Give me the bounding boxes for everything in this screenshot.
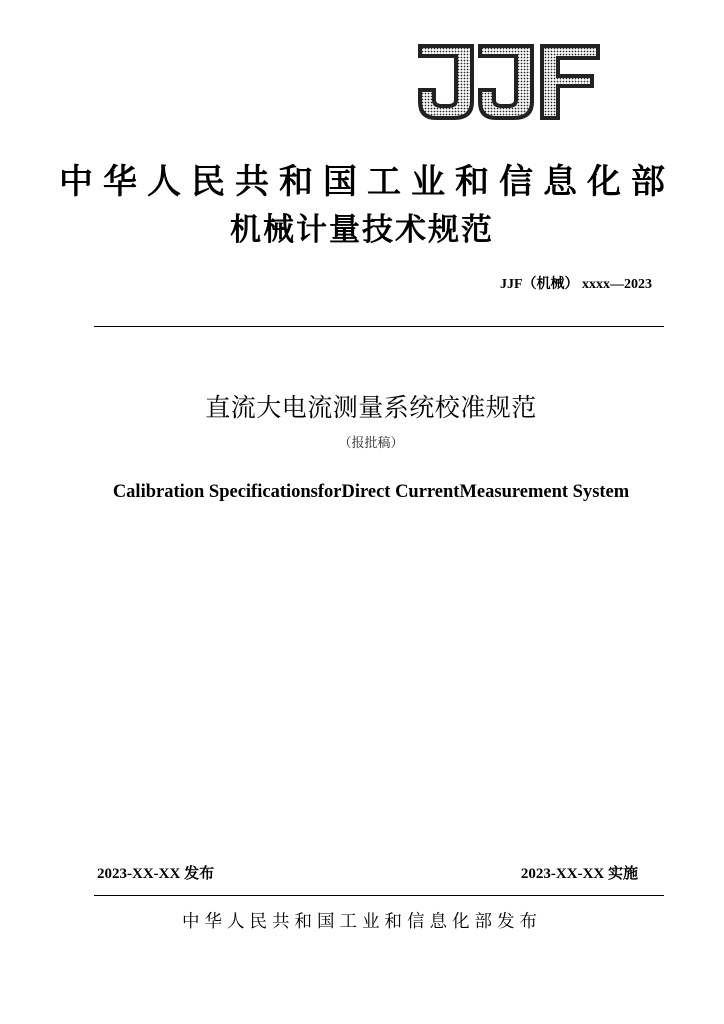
document-title-chinese: 直流大电流测量系统校准规范 bbox=[205, 393, 537, 422]
draft-status: （报批稿） bbox=[338, 436, 404, 451]
series-name: 机械计量技术规范 bbox=[230, 212, 494, 248]
implement-date: 2023-XX-XX 实施 bbox=[520, 866, 638, 882]
document-code: JJF（机械） xxxx—2023 bbox=[499, 277, 652, 292]
publish-date: 2023-XX-XX 发布 bbox=[97, 866, 215, 882]
ministry-name: 中华人民共和国工业和信息化部 bbox=[59, 162, 675, 202]
top-divider bbox=[94, 326, 664, 327]
jjf-logo bbox=[418, 44, 600, 120]
bottom-divider bbox=[94, 895, 664, 896]
issuer: 中华人民共和国工业和信息化部发布 bbox=[182, 912, 542, 932]
document-title-english: Calibration SpecificationsforDirect CurrentMeasurement System bbox=[112, 482, 630, 502]
